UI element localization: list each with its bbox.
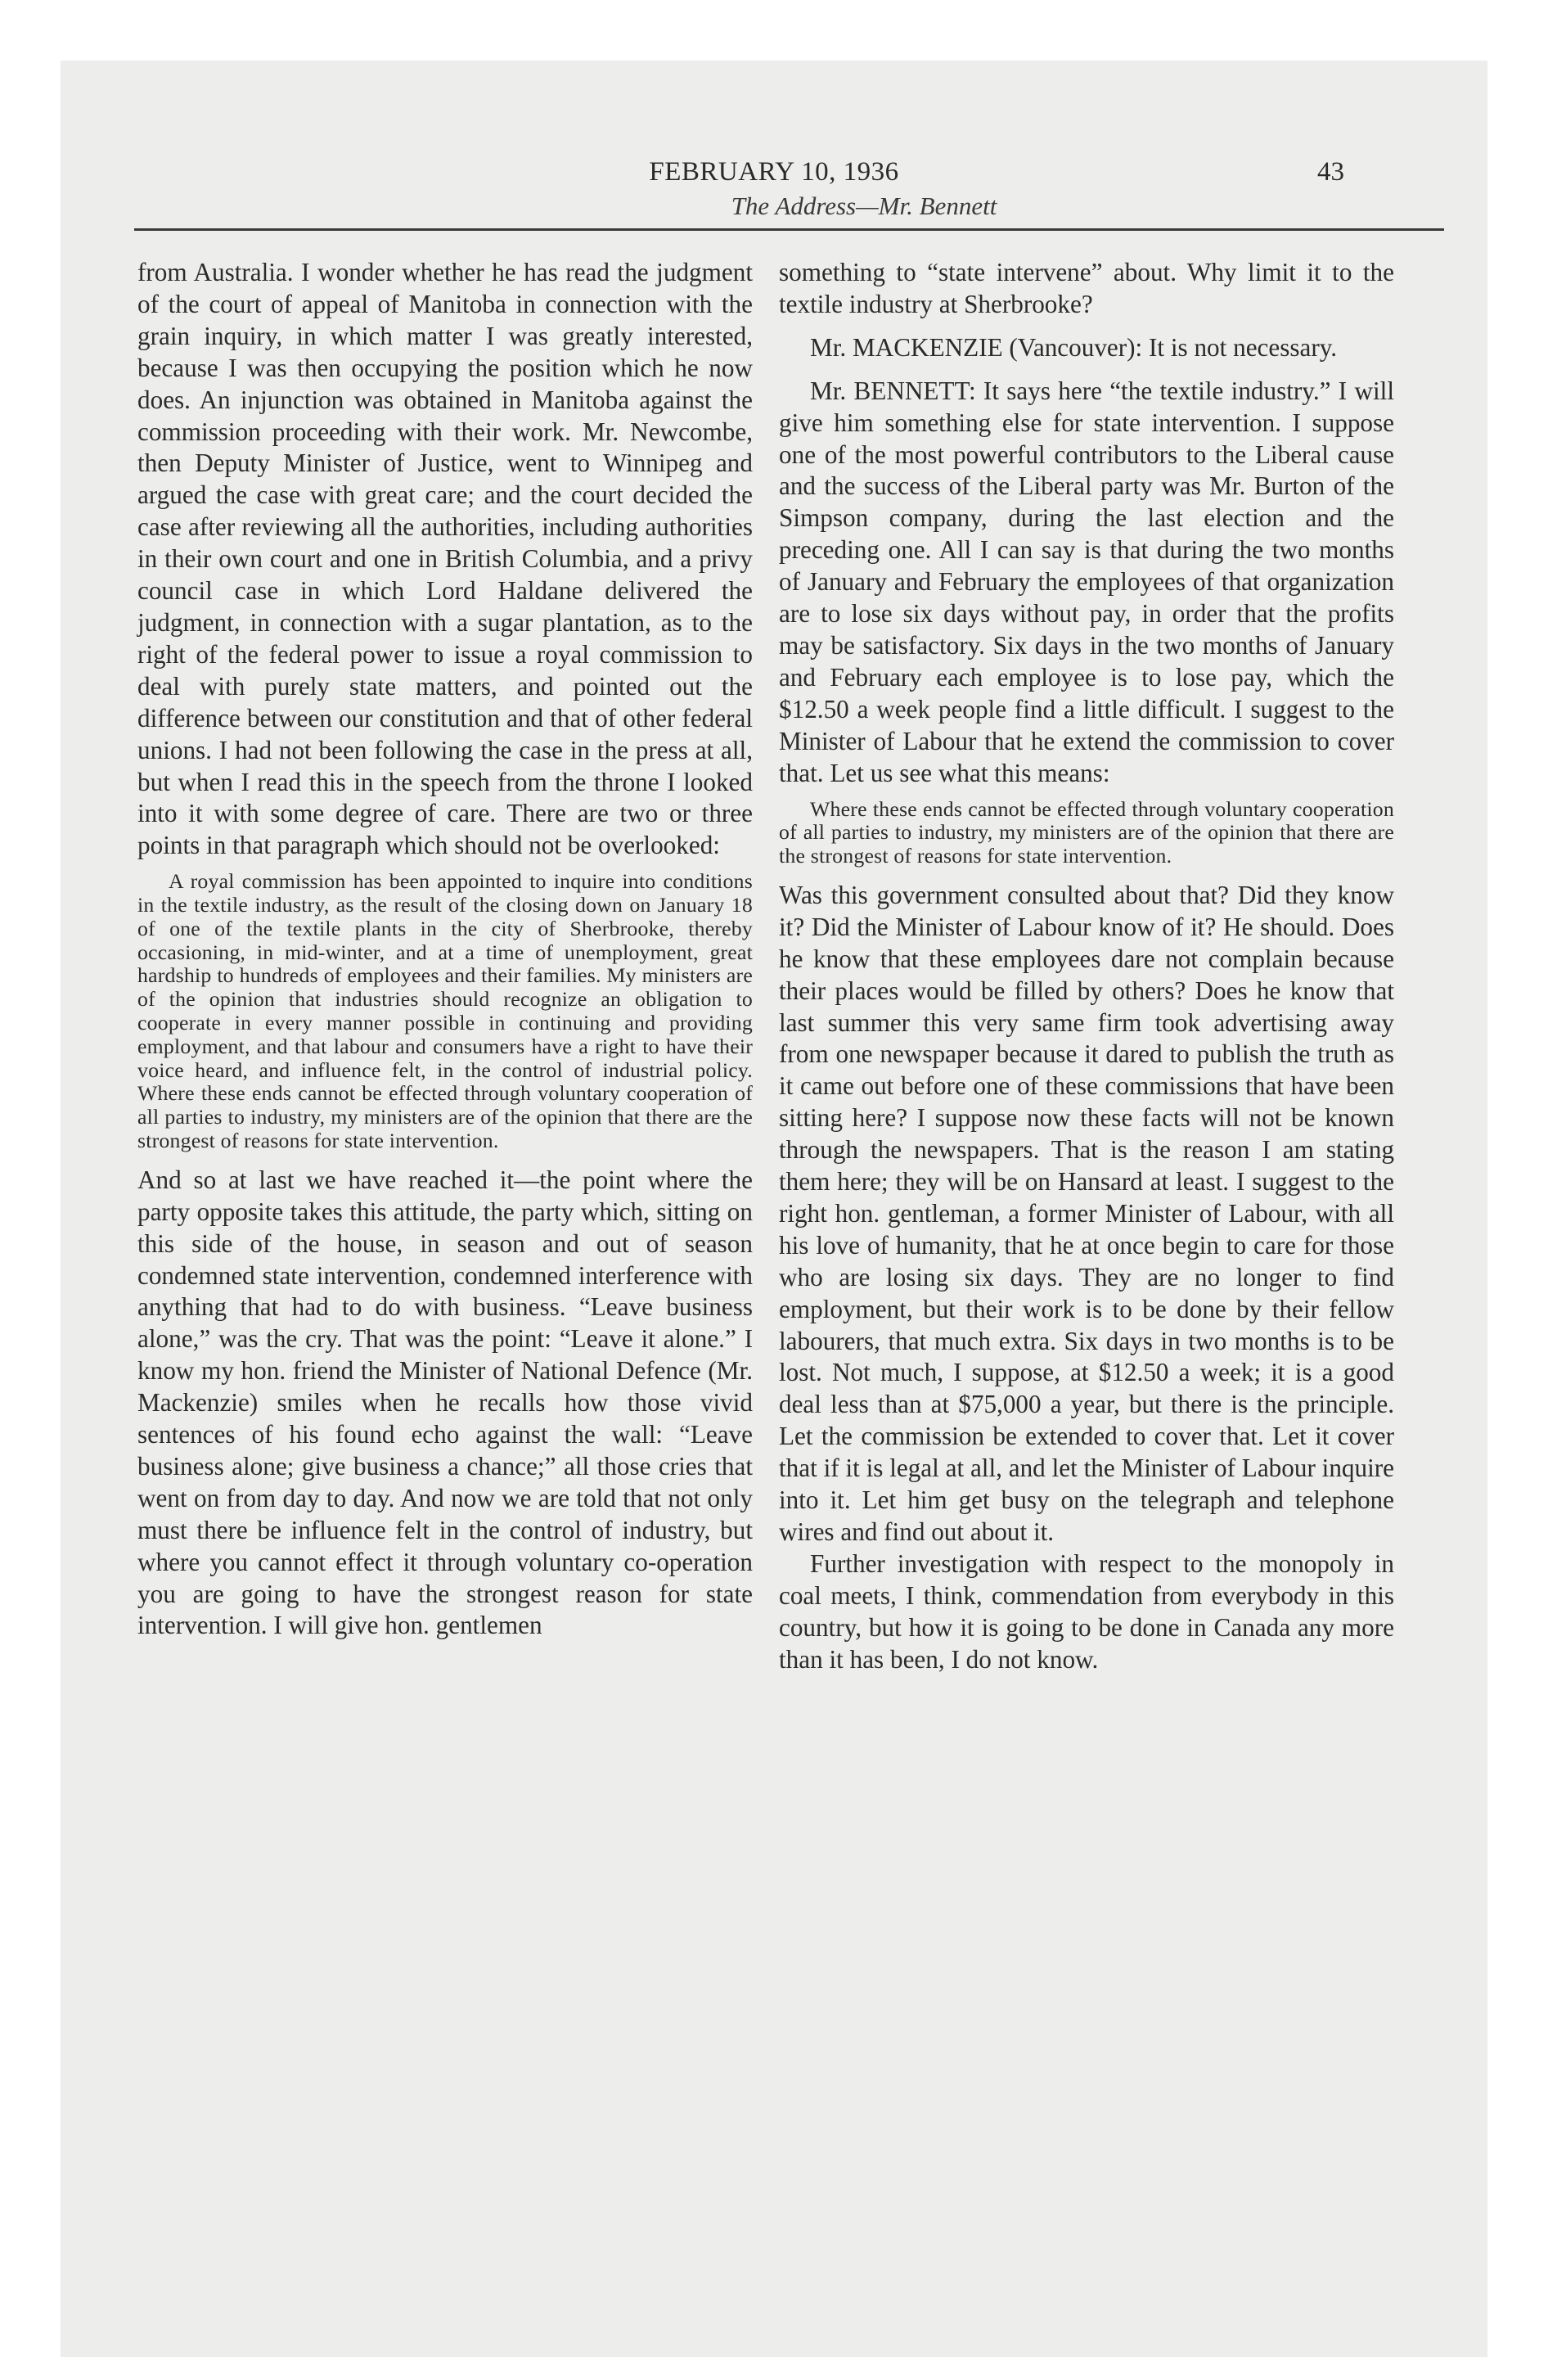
header-date: FEBRUARY 10, 1936 <box>649 157 899 187</box>
right-paragraph-bennett: Mr. BENNETT: It says here “the textile industry.” I will give him something else for state intervention. I suppose one of the most powerful contributors to the Liberal cause and the success of the Liberal party was Mr. Burton of the Simpson company, during the last election and the preceding one. All I can say is that during the two months of January and February the employees of that organization are to lose six days without pay, in order that the profits may be satisfactory. Six days in the two months of January and February each employee is to lose pay, which the $12.50 a week people find a little difficult. I suggest to the Minister of Labour that he extend the commission to cover that. Let us see what this means: <box>779 376 1394 787</box>
page-sheet <box>61 61 1487 2357</box>
left-quotation: A royal commission has been appointed to inquire into conditions in the textile industry, as the result of the closing down on January 18 of one of the textile plants in the city of Sherbrooke, thereby occasioning, in mid-winter, and at a time of unemployment, great hardship to hundreds of employees and their families. My ministers are of the opinion that industries should recognize an obligation to cooperate in every manner possible in continuing and providing employment, and that labour and consumers have a right to have their voice heard, and influence felt, in the control of industrial policy. Where these ends cannot be effected through voluntary cooperation of all parties to industry, my ministers are of the opinion that there are the strongest of reasons for state intervention. <box>137 869 753 1152</box>
header-subtitle: The Address—Mr. Bennett <box>731 192 997 220</box>
right-paragraph-1: something to “state intervene” about. Why limit it to the textile industry at Sherbrooke? <box>779 258 1394 318</box>
header-rule <box>134 228 1444 231</box>
left-column <box>137 257 753 1642</box>
right-column <box>779 257 1394 1676</box>
right-quotation: Where these ends cannot be effected through voluntary cooperation of all parties to industry, my ministers are of the opinion that there are the strongest of reasons for state intervention. <box>779 796 1394 868</box>
right-paragraph-5: Further investigation with respect to the monopoly in coal meets, I think, commendation from everybody in this country, but how it is going to be done in Canada any more than it has been, I do not know. <box>779 1548 1394 1674</box>
right-paragraph-4: Was this government consulted about that? Did they know it? Did the Minister of Labour know of it? He should. Does he know that these employees dare not complain because their places would be filled by others? Does he know that last summer this very same firm took advertising away from one newspaper because it dared to publish the truth as it came out before one of these commissions that have been sitting here? I suppose now these facts will not be known through the newspapers. That is the reason I am stating them here; they will be on Hansard at least. I suggest to the right hon. gentleman, a former Minister of Labour, with all his love of humanity, that he at once begin to care for those who are losing six days. They are no longer to find employment, but their work is to be done by their fellow labourers, that much extra. Six days in two months is to be lost. Not much, I suppose, at $12.50 a week; it is a good deal less than at $75,000 a year, but there is the principle. Let the commission be extended to cover that. Let it cover that if it is legal at all, and let the Minister of Labour inquire into it. Let him get busy on the telegraph and telephone wires and find out about it. <box>779 880 1394 1547</box>
page-number: 43 <box>1317 157 1344 187</box>
right-paragraph-mackenzie: Mr. MACKENZIE (Vancouver): It is not necessary. <box>810 332 1338 362</box>
left-paragraph-1: from Australia. I wonder whether he has read the judgment of the court of appeal of Manitoba in connection with the grain inquiry, in which matter I was greatly interested, because I was then occupying the position which he now does. An injunction was obtained in Manitoba against the commission proceeding with their work. Mr. Newcombe, then Deputy Minister of Justice, went to Winnipeg and argued the case with great care; and the court decided the case after reviewing all the authorities, including authorities in their own court and one in British Columbia, and a privy council case in which Lord Haldane delivered the judgment, in connection with a sugar plantation, as to the right of the federal power to issue a royal commission to deal with purely state matters, and pointed out the difference between our constitution and that of other federal unions. I had not been following the case in the press at all, but when I read this in the speech from the throne I looked into it with some degree of care. There are two or three points in that paragraph which should not be overlooked: <box>137 258 753 860</box>
left-paragraph-2: And so at last we have reached it—the point where the party opposite takes this attitude, the party which, sitting on this side of the house, in season and out of season condemned state intervention, condemned interference with anything that had to do with business. “Leave business alone,” was the cry. That was the point: “Leave it alone.” I know my hon. friend the Minister of National Defence (Mr. Mackenzie) smiles when he recalls how those vivid sentences of his found echo against the wall: “Leave business alone; give business a chance;” all those cries that went on from day to day. And now we are told that not only must there be influence felt in the control of industry, but where you cannot effect it through voluntary co-operation you are going to have the strongest reason for state intervention. I will give hon. gentlemen <box>137 1165 753 1640</box>
